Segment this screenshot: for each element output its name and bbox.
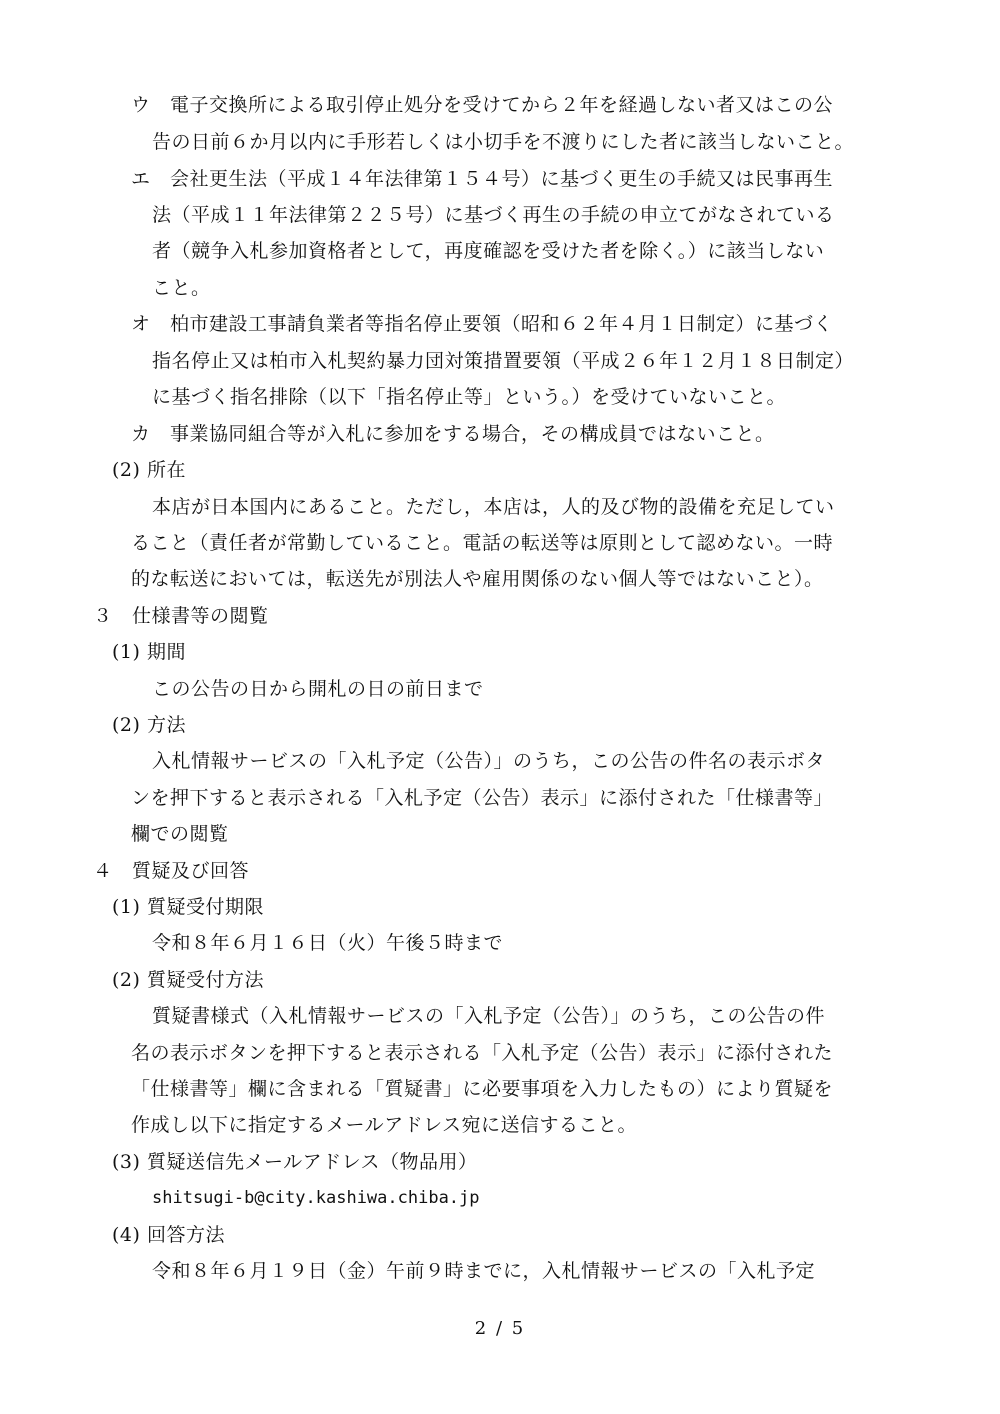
text-line: 的な転送においては，転送先が別法人や雇用関係のない個人等ではないこと）。 xyxy=(131,568,824,590)
subsection-heading: (4) 回答方法 xyxy=(112,1224,225,1246)
text-line: 作成し以下に指定するメールアドレス宛に送信すること。 xyxy=(131,1114,638,1136)
text-line: 告の日前６か月以内に手形若しくは小切手を不渡りにした者に該当しないこと。 xyxy=(152,131,855,153)
text-line: カ 事業協同組合等が入札に参加をする場合，その構成員ではないこと。 xyxy=(131,423,775,445)
subsection-heading: (1) 質疑受付期限 xyxy=(112,896,264,918)
section-heading: ４ 質疑及び回答 xyxy=(93,860,250,882)
text-line: こと。 xyxy=(152,277,211,299)
text-line: オ 柏市建設工事請負業者等指名停止要領（昭和６２年４月１日制定）に基づく xyxy=(131,313,834,335)
text-line: 本店が日本国内にあること。ただし，本店は，人的及び物的設備を充足してい xyxy=(152,496,835,518)
text-line: 指名停止又は柏市入札契約暴力団対策措置要領（平成２６年１２月１８日制定） xyxy=(152,350,855,372)
text-line: 質疑書様式（入札情報サービスの「入札予定（公告）」のうち，この公告の件 xyxy=(152,1005,826,1027)
email-address: shitsugi-b@city.kashiwa.chiba.jp xyxy=(152,1188,480,1208)
text-line: 法（平成１１年法律第２２５号）に基づく再生の手続の申立てがなされている xyxy=(152,204,835,226)
text-line: エ 会社更生法（平成１４年法律第１５４号）に基づく更生の手続又は民事再生 xyxy=(131,168,834,190)
text-line: 令和８年６月１９日（金）午前９時までに，入札情報サービスの「入札予定 xyxy=(152,1260,816,1282)
subsection-heading: (3) 質疑送信先メールアドレス（物品用） xyxy=(112,1151,478,1173)
subsection-heading: (2) 所在 xyxy=(112,459,186,481)
text-line: ウ 電子交換所による取引停止処分を受けてから２年を経過しない者又はこの公 xyxy=(131,94,834,116)
text-line: ンを押下すると表示される「入札予定（公告）表示」に添付された「仕様書等」 xyxy=(131,787,834,809)
text-line: 者（競争入札参加資格者として，再度確認を受けた者を除く。）に該当しない xyxy=(152,240,825,262)
page-number: 2 / 5 xyxy=(474,1318,526,1339)
text-line: 「仕様書等」欄に含まれる「質疑書」に必要事項を入力したもの）により質疑を xyxy=(131,1078,834,1100)
text-line: この公告の日から開札の日の前日まで xyxy=(152,678,484,700)
section-heading: ３ 仕様書等の閲覧 xyxy=(93,605,269,627)
text-line: 入札情報サービスの「入札予定（公告）」のうち，この公告の件名の表示ボタ xyxy=(152,750,826,772)
subsection-heading: (2) 方法 xyxy=(112,714,186,736)
text-line: に基づく指名排除（以下「指名停止等」という。）を受けていないこと。 xyxy=(152,386,787,408)
text-line: 名の表示ボタンを押下すると表示される「入札予定（公告）表示」に添付された xyxy=(131,1042,834,1064)
text-line: ること（責任者が常勤していること。電話の転送等は原則として認めない。一時 xyxy=(131,532,834,554)
subsection-heading: (1) 期間 xyxy=(112,641,186,663)
text-line: 欄での閲覧 xyxy=(131,823,229,845)
text-line: 令和８年６月１６日（火）午後５時まで xyxy=(152,932,504,954)
subsection-heading: (2) 質疑受付方法 xyxy=(112,969,264,991)
